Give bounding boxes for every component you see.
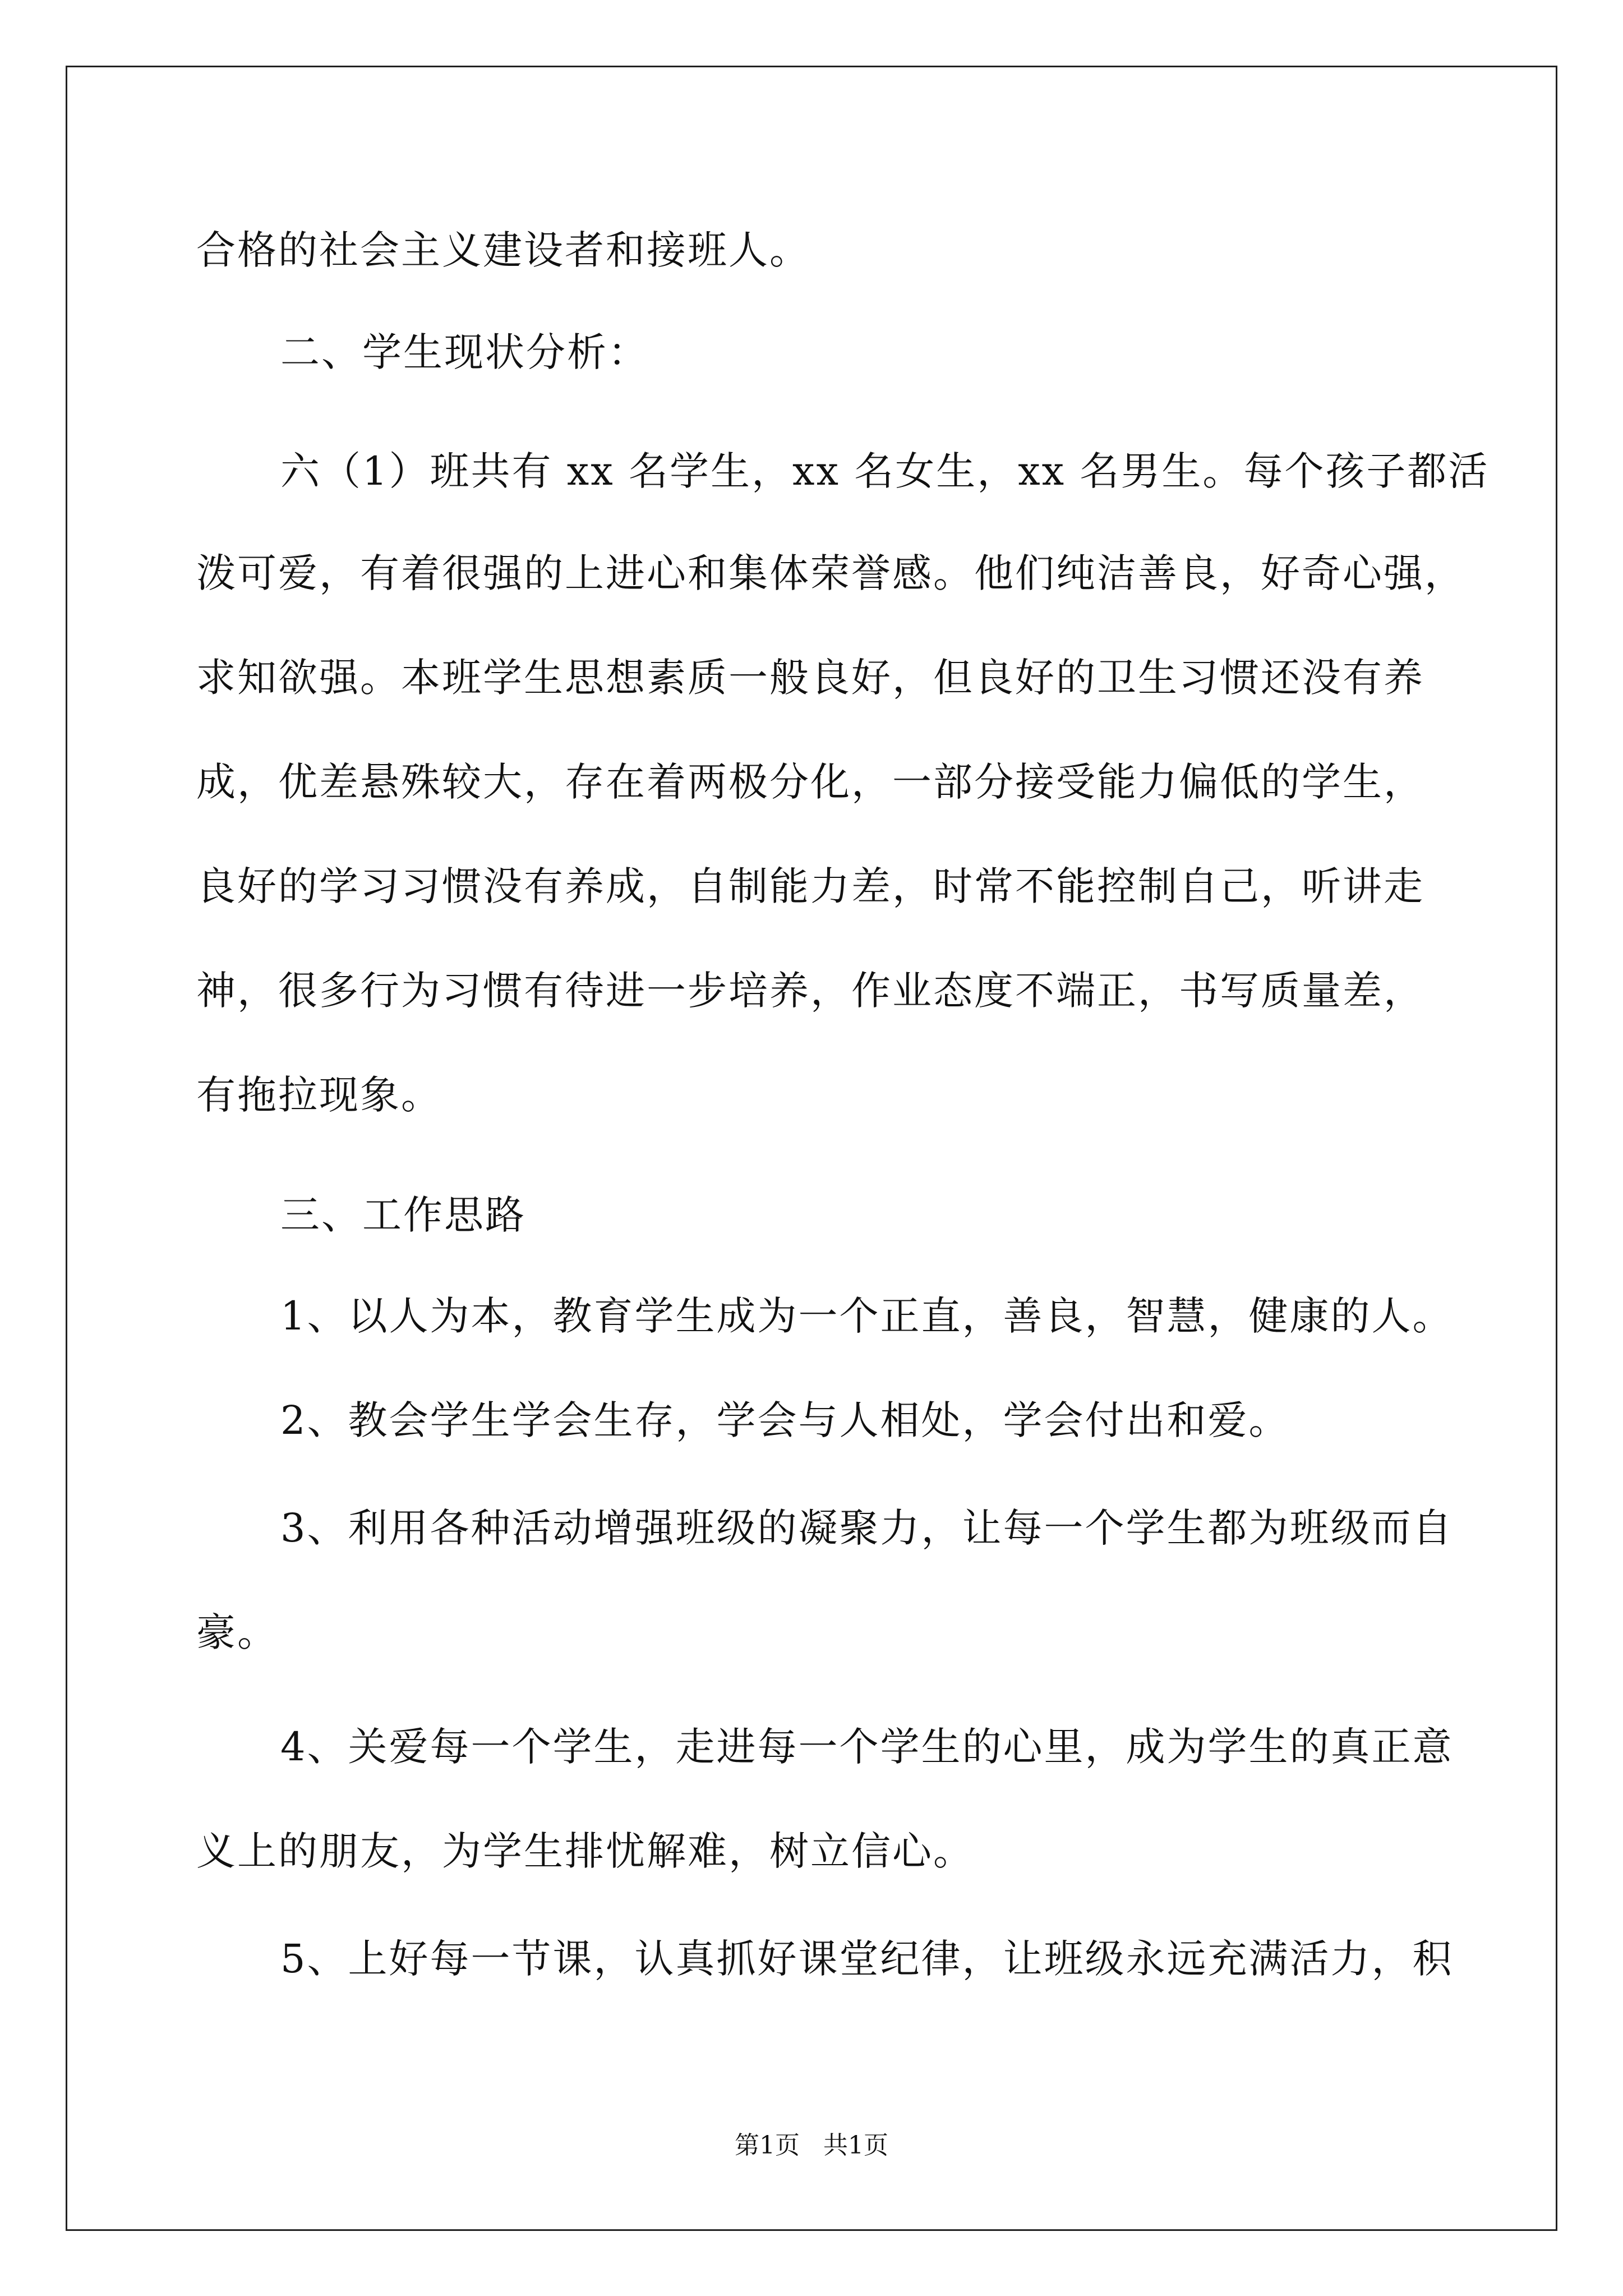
text-line: 有拖拉现象。 bbox=[196, 1072, 442, 1118]
text-line: 1、以人为本，教育学生成为一个正直，善良，智慧，健康的人。 bbox=[280, 1293, 1454, 1339]
text-line: 六（1）班共有 xx 名学生，xx 名女生，xx 名男生。每个孩子都活 bbox=[280, 448, 1490, 494]
text-line: 神，很多行为习惯有待进一步培养，作业态度不端正，书写质量差， bbox=[196, 968, 1424, 1014]
section-heading: 三、工作思路 bbox=[280, 1192, 526, 1238]
text-line: 良好的学习习惯没有养成，自制能力差，时常不能控制自己，听讲走 bbox=[196, 863, 1424, 909]
text-line: 求知欲强。本班学生思想素质一般良好，但良好的卫生习惯还没有养 bbox=[196, 655, 1424, 701]
text-line: 义上的朋友，为学生排忧解难，树立信心。 bbox=[196, 1828, 974, 1874]
text-line: 4、关爱每一个学生，走进每一个学生的心里，成为学生的真正意 bbox=[280, 1724, 1454, 1770]
text-line: 泼可爱，有着很强的上进心和集体荣誉感。他们纯洁善良，好奇心强， bbox=[196, 550, 1465, 596]
text-line: 豪。 bbox=[196, 1609, 278, 1655]
page-footer: 第1页 共1页 bbox=[735, 2131, 888, 2160]
text-line: 2、教会学生学会生存，学会与人相处，学会付出和爱。 bbox=[280, 1397, 1290, 1443]
text-line: 3、利用各种活动增强班级的凝聚力，让每一个学生都为班级而自 bbox=[280, 1505, 1454, 1551]
section-heading: 二、学生现状分析： bbox=[280, 329, 649, 375]
text-line: 合格的社会主义建设者和接班人。 bbox=[196, 227, 810, 273]
text-line: 成，优差悬殊较大，存在着两极分化，一部分接受能力偏低的学生， bbox=[196, 759, 1424, 805]
page-frame bbox=[66, 66, 1557, 2231]
text-line: 5、上好每一节课，认真抓好课堂纪律，让班级永远充满活力，积 bbox=[280, 1936, 1454, 1982]
